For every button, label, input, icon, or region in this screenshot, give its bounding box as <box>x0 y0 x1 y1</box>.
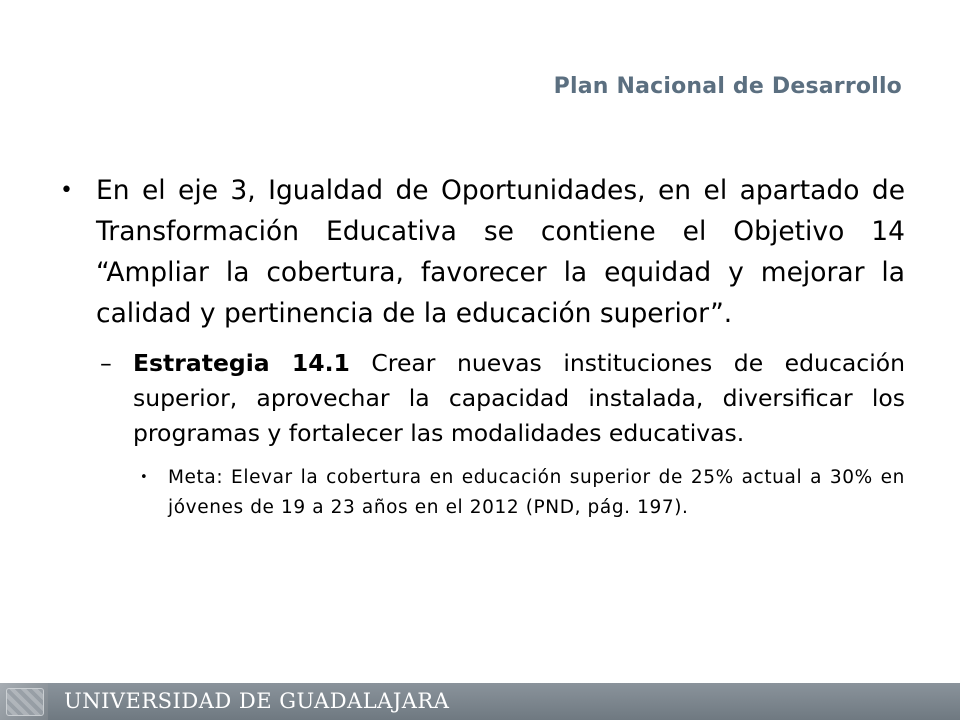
slide-title: Plan Nacional de Desarrollo <box>553 74 902 99</box>
goal-text: Meta: Elevar la cobertura en educación superior de 25% actual a 30% en jóvenes de 19 a 23 años en el 2012 (PND, pág. 197). <box>168 467 905 518</box>
bullet-level-2 <box>60 346 905 451</box>
seal-glyph <box>6 688 44 716</box>
strategy-text: Crear nuevas instituciones de educación superior, aprovechar la capacidad instalada, diversificar los programas y fortalecer las modalidades educativas. <box>133 349 905 447</box>
footer-institution-name: UNIVERSIDAD DE GUADALAJARA <box>64 689 450 713</box>
bullet-dot-icon: • <box>60 178 73 203</box>
bullet-level-1 <box>60 170 905 334</box>
dash-bullet-icon: – <box>100 349 112 377</box>
slide-content <box>60 170 905 523</box>
bullet-level-3 <box>60 463 905 523</box>
university-seal-icon <box>0 683 48 720</box>
strategy-label: Estrategia 14.1 <box>133 349 350 377</box>
bullet-1-text: En el eje 3, Igualdad de Oportunidades, en el apartado de Transformación Educativa se contiene el Objetivo 14 “Ampliar la cobertura, favorecer la equidad y mejorar la calidad y pertinencia de la educación superior”. <box>96 175 905 329</box>
bullet-dot-icon: • <box>140 470 149 485</box>
